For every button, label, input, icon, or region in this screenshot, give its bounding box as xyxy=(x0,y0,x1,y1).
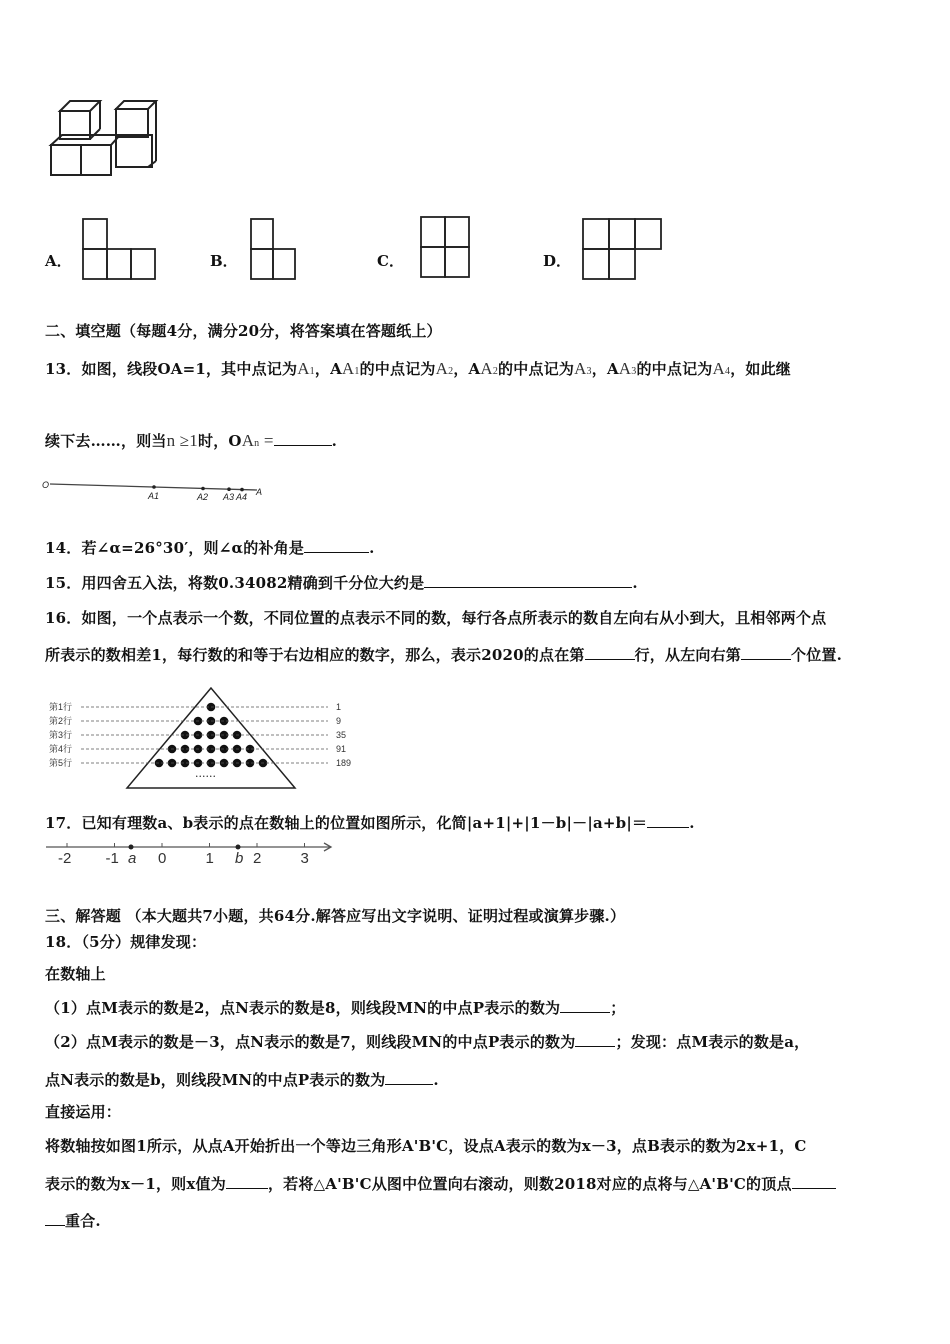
q17-point-b xyxy=(236,845,241,850)
option-d-figure xyxy=(580,216,665,281)
option-c-label: C． xyxy=(377,252,404,270)
q18-line-6: 将数轴按如图1所示，从点A开始折出一个等边三角形A'B'C，设点A表示的数为x－3，点B表示的数为2x+1，C xyxy=(45,1137,807,1155)
q18-line-3: （2）点M表示的数是－3，点N表示的数是7，则线段MN的中点P表示的数为 ；发现：点M表示的数是a， xyxy=(45,1033,810,1051)
q18-blank-4[interactable] xyxy=(226,1174,268,1189)
q14-answer-blank[interactable] xyxy=(304,538,369,553)
q16-row-sum: 91 xyxy=(336,744,347,754)
q13-label-a3: A3 xyxy=(223,492,235,502)
q18-blank-1[interactable] xyxy=(560,998,610,1013)
option-a-figure xyxy=(80,216,160,281)
q15-answer-blank[interactable] xyxy=(424,573,632,588)
q16-row-sum: 9 xyxy=(336,716,342,726)
q16-row-label: 第1行 xyxy=(49,702,73,712)
q14: 14．若∠α=26°30′，则∠α的补角是 . xyxy=(45,539,375,557)
q16-row-blank[interactable] xyxy=(585,645,635,660)
q18-blank-5-cont[interactable] xyxy=(45,1211,65,1226)
section-2-title: 二、填空题（每题4分，满分20分，将答案填在答题纸上） xyxy=(45,322,442,340)
q16-ellipsis: ······ xyxy=(195,770,216,783)
q16-row-label: 第2行 xyxy=(49,716,73,726)
q18-line-7: 表示的数为x－1，则x值为 ，若将△A'B'C从图中位置向右滚动，则数2018对应的点将与△A'B'C的顶点 xyxy=(45,1173,836,1194)
q16-row-sum: 35 xyxy=(336,730,347,740)
q16-row-sum: 1 xyxy=(336,702,342,712)
q16-triangle-figure xyxy=(45,685,365,795)
q13-label-a2: A2 xyxy=(197,492,209,502)
q13-label-a: A xyxy=(256,487,263,497)
q18-line-8: 重合. xyxy=(45,1210,101,1231)
q17-tick-label: 1 xyxy=(205,850,214,867)
section-3-title: 三、解答题 （本大题共7小题，共64分.解答应写出文字说明、证明过程或演算步骤.） xyxy=(45,907,626,925)
q18-blank-3[interactable] xyxy=(385,1070,433,1085)
q16-position-blank[interactable] xyxy=(741,645,791,660)
q18-head: 18．（5分）规律发现： xyxy=(45,933,207,951)
q17-tick-label: 2 xyxy=(253,850,262,867)
q17: 17．已知有理数a、b表示的点在数轴上的位置如图所示，化简|a+1|+|1－b|－|a+b|＝ . xyxy=(45,814,695,832)
q16-row-label: 第4行 xyxy=(49,744,73,754)
q17-tick-label: 3 xyxy=(300,850,309,867)
q16-line-1: 16．如图，一个点表示一个数，不同位置的点表示不同的数，每行各点所表示的数自左向右从小到大，且相邻两个点 xyxy=(45,609,827,627)
q17-answer-blank[interactable] xyxy=(647,813,689,828)
q13-label-a1: A1 xyxy=(148,491,160,501)
q17-point-a xyxy=(129,845,134,850)
option-c-figure xyxy=(418,214,473,279)
q18-blank-2[interactable] xyxy=(575,1032,615,1047)
q18-line-1: 在数轴上 xyxy=(45,965,106,983)
q17-tick-label: -2 xyxy=(58,850,72,867)
q18-blank-5[interactable] xyxy=(792,1174,836,1189)
option-d-label: D． xyxy=(543,252,572,270)
option-b-label: B． xyxy=(210,252,238,270)
q13-answer-blank[interactable] xyxy=(274,431,332,446)
q17-number-line xyxy=(44,840,339,875)
q13-line-2: 续下去……，则当n ≥1时，OAn = . xyxy=(45,431,338,450)
q17-tick-label: -1 xyxy=(105,850,119,867)
q16-row-label: 第3行 xyxy=(49,730,73,740)
cube-stack-figure xyxy=(40,95,165,185)
q13-line-1: 13．如图，线段OA=1，其中点记为A1，AA1的中点记为A2，AA2的中点记为A3，AA3的中点记为A4，如此继 xyxy=(45,359,791,378)
q17-label-b: b xyxy=(235,850,244,867)
q17-tick-label: 0 xyxy=(158,850,167,867)
q16-row-sum: 189 xyxy=(336,758,352,768)
q18-line-5: 直接运用： xyxy=(45,1103,122,1121)
q16-line-2: 所表示的数相差1，每行数的和等于右边相应的数字，那么，表示2020的点在第 行，从左向右第 个位置. xyxy=(45,646,843,664)
option-b-figure xyxy=(248,216,300,281)
q13-label-a4: A4 xyxy=(236,492,248,502)
q17-label-a: a xyxy=(128,850,137,867)
q13-label-o: O xyxy=(42,480,50,490)
q13-segment-figure xyxy=(42,478,272,503)
q15: 15．用四舍五入法，将数0.34082精确到千分位大约是 . xyxy=(45,574,638,592)
q18-line-2: （1）点M表示的数是2，点N表示的数是8，则线段MN的中点P表示的数为 ； xyxy=(45,999,626,1017)
option-a-label: A． xyxy=(45,252,72,270)
q18-line-4: 点N表示的数是b，则线段MN的中点P表示的数为 . xyxy=(45,1071,439,1089)
q16-row-label: 第5行 xyxy=(49,758,73,768)
